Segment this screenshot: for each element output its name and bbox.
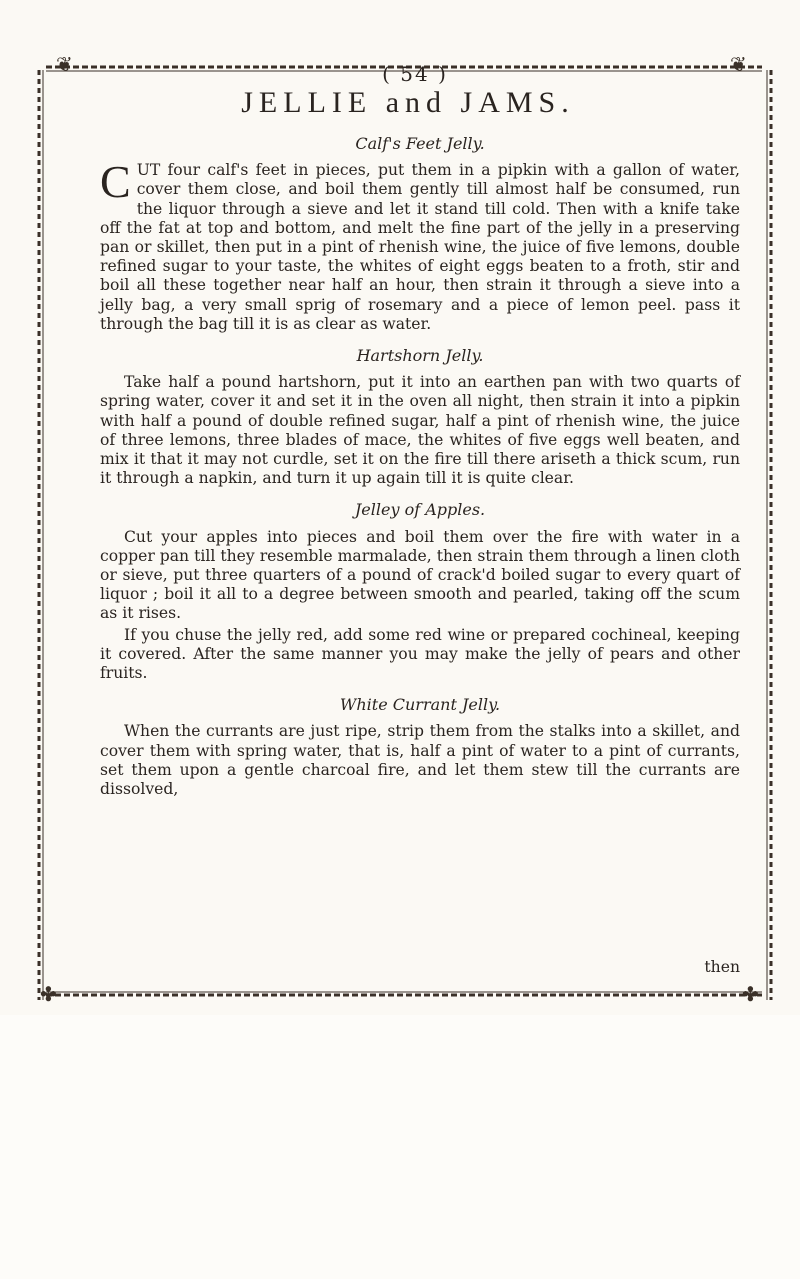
recipe-title: White Currant Jelly. [339,695,501,715]
recipe-body: If you chuse the jelly red, add some red wine or prepared cochineal, keeping it covered. After the same manner you may make the jelly of pears and other fruits. [100,625,740,683]
ornament-border-right [764,70,778,1000]
ornament-border-bottom [46,990,762,1004]
recipe-body: Take half a pound hartshorn, put it into an earthen pan with two quarts of spring water, cover it and set it in the oven all night, then strain it into a pipkin with half a pound of double refined sugar, half a pint of rhenish wine, the juice of three lemons, three blades of mace, the whites of five eggs well beaten, and mix it that it may not curdle, set it on the fire till there ariseth a thick scum, run it through a napkin, and turn it up again till it is quite clear. [100,373,740,488]
recipe-title: Calf's Feet Jelly. [355,134,485,153]
recipe-title: Hartshorn Jelly. [356,346,484,366]
recipe-body: When the currants are just ripe, strip them from the stalks into a skillet, and cover them with spring water, that is, half a pint of water to a pint of currants, set them upon a gentle charcoal fire, and let them stew till the currants are dissolved, [100,722,740,799]
corner-flourish-icon: ✤ [742,982,759,1006]
drop-cap: C [100,156,131,208]
corner-flourish-icon: ❦ [730,52,747,76]
recipe-body: Cut your apples into pieces and boil them over the fire with water in a copper pan till they resemble marmalade, then strain them through a linen cloth or sieve, put three quarters of a pound of crack'd boiled sugar to every quart of liquor ; boil it all to a degree between smooth and pearled, taking off the scum as it rises. [100,527,740,623]
catchword: then [704,958,740,976]
corner-flourish-icon: ❦ [56,52,73,76]
recipe-title: Jelley of Apples. [354,500,486,520]
ornament-border-left [32,70,46,1000]
recipe-body [100,156,740,334]
recipe-text [100,134,740,811]
running-title: JELLIE and JAMS. [241,86,575,119]
page-number: ( 54 ) [382,62,448,86]
corner-flourish-icon: ✤ [40,982,57,1006]
recipe-body-text: UT four calf's feet in pieces, put them in a pipkin with a gallon of water, cover them close, and boil them gently till almost half be consumed, run the liquor through a sieve and let it stand till cold. Then with a knife take off the fat at top and bottom, and melt the fine part of the jelly in a preserving pan or skillet, then put in a pint of rhenish wine, the juice of five lemons, double refined sugar to your taste, the whites of eight eggs beaten to a froth, stir and boil all these together near half an hour, then strain it through a sieve into a jelly bag, a very small sprig of rosemary and a piece of lemon peel. pass it through the bag till it is as clear as water. [100,161,740,333]
